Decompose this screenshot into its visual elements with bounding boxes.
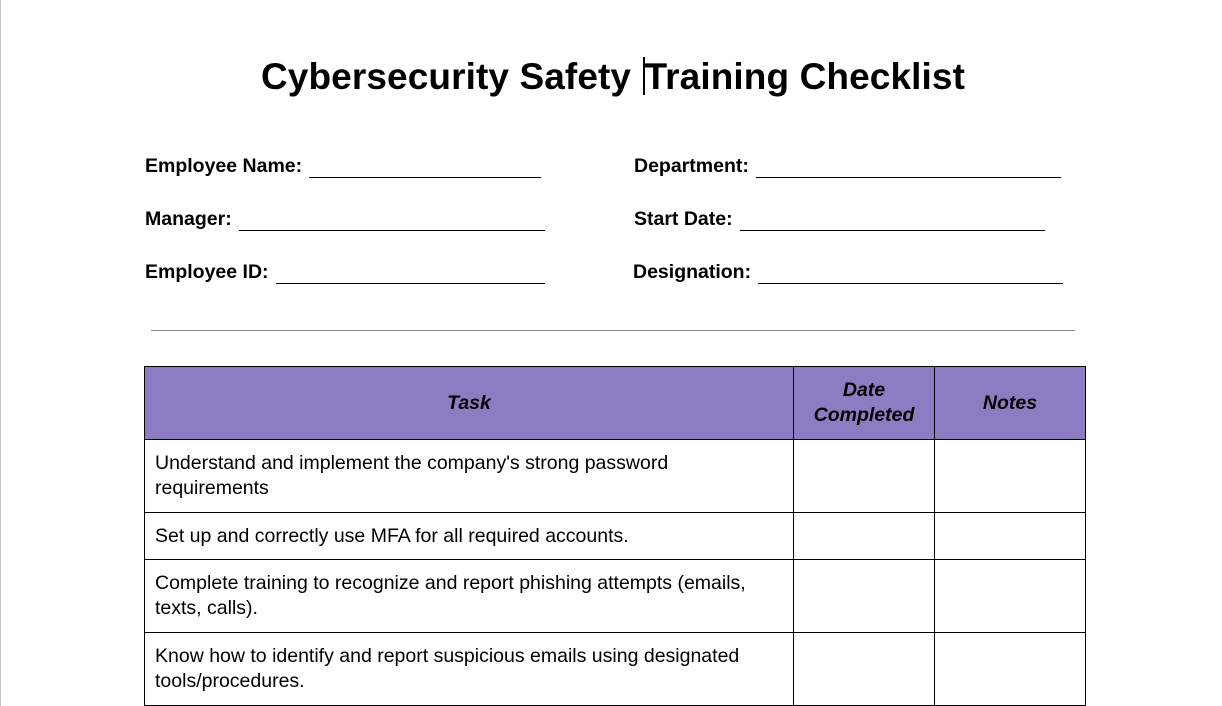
employee-name-blank[interactable] (309, 159, 541, 178)
employee-name-field[interactable] (145, 155, 541, 178)
notes-cell[interactable] (935, 513, 1086, 560)
designation-label: Designation: (633, 261, 752, 283)
department-blank[interactable] (756, 159, 1061, 178)
employee-id-field[interactable] (145, 261, 545, 284)
designation-field[interactable] (633, 261, 1063, 284)
date-completed-cell[interactable] (794, 633, 935, 706)
notes-cell[interactable] (935, 440, 1086, 513)
department-label: Department: (634, 155, 749, 177)
manager-blank[interactable] (239, 212, 545, 231)
date-completed-cell[interactable] (794, 560, 935, 633)
table-header-row (145, 367, 1086, 440)
department-field[interactable] (634, 155, 1061, 178)
start-date-field[interactable] (634, 208, 1045, 231)
task-cell[interactable]: Set up and correctly use MFA for all required accounts. (145, 513, 794, 560)
notes-cell[interactable] (935, 633, 1086, 706)
table-row (145, 513, 1086, 560)
table-row (145, 440, 1086, 513)
document-title[interactable] (0, 56, 1222, 98)
horizontal-rule (151, 330, 1075, 331)
start-date-blank[interactable] (740, 212, 1045, 231)
title-text-end: Training Checklist (644, 56, 965, 97)
task-cell[interactable]: Know how to identify and report suspicious emails using designated tools/procedures. (145, 633, 794, 706)
task-cell[interactable]: Complete training to recognize and report phishing attempts (emails, texts, calls). (145, 560, 794, 633)
employee-name-label: Employee Name: (145, 155, 303, 177)
date-completed-cell[interactable] (794, 440, 935, 513)
table-row (145, 560, 1086, 633)
header-task[interactable]: Task (145, 367, 794, 440)
employee-id-label: Employee ID: (145, 261, 269, 283)
manager-label: Manager: (145, 208, 232, 230)
manager-field[interactable] (145, 208, 545, 231)
header-date-completed[interactable]: Date Completed (794, 367, 935, 440)
employee-id-blank[interactable] (276, 265, 545, 284)
title-text-start: Cybersecurity Safety (260, 56, 642, 97)
checklist-table (144, 366, 1086, 706)
designation-blank[interactable] (758, 265, 1063, 284)
table-row (145, 633, 1086, 706)
header-notes[interactable]: Notes (935, 367, 1086, 440)
notes-cell[interactable] (935, 560, 1086, 633)
start-date-label: Start Date: (634, 208, 733, 230)
task-cell[interactable]: Understand and implement the company's strong password requirements (145, 440, 794, 513)
date-completed-cell[interactable] (794, 513, 935, 560)
